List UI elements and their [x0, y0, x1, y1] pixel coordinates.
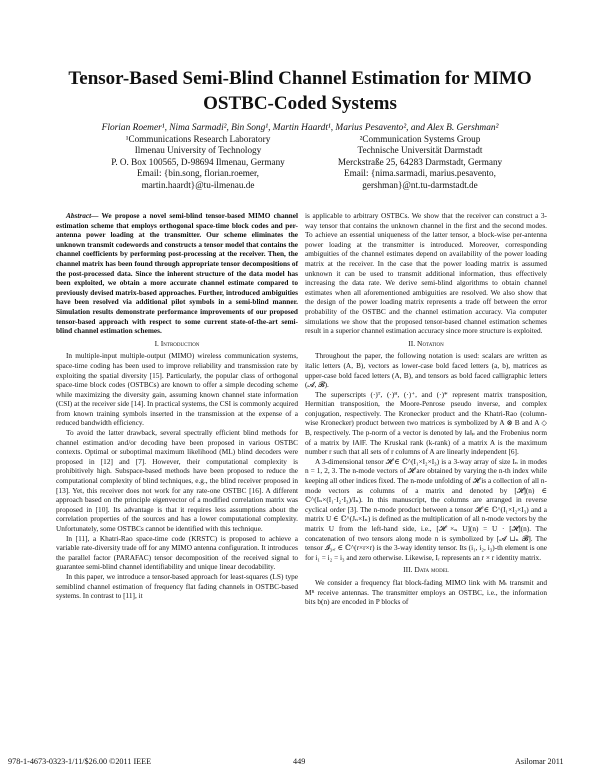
body-paragraph: In multiple-input multiple-output (MIMO) wireless communication systems, space-time coding has been used to improve reliability and transmission rate by exploiting the spatial diversity [15]. Particularly, the popular class of orthogonal space-time block codes (OSTBCs) are known to offer a simple decoding scheme while maximizing the diversity gain, assuming known channel state information (CSI) at the receiver side [14]. In practical systems, the CSI is commonly acquired from known training symbols inserted in the transmission at the expense of a reduced bandwidth efficiency.: [56, 351, 298, 428]
body-paragraph: The superscripts (·)ᵀ, (·)ᴴ, (·)⁺, and (·)* represent matrix transposition, Hermitian transposition, the Moore-Penrose pseudo inverse, and complex conjugation, respectively. The Kronecker product and the Khatri-Rao (column-wise Kronecker) product between two matrices is symbolized by A ⊗ B and A ◇ B, respectively. The p-norm of a vector is denoted by ‖a‖ₚ and the Frobenius norm of a matrix by ‖A‖F. The Kruskal rank (k-rank) of a matrix A is the maximum number r such that all sets of r columns of A are linearly independent [6].: [305, 389, 547, 457]
footer-copyright: 978-1-4673-0323-1/11/$26.00 ©2011 IEEE: [8, 757, 152, 766]
affiliation-line: gershman}@nt.tu-darmstadt.de: [362, 179, 478, 190]
body-paragraph: Throughout the paper, the following notation is used: scalars are written as italic letters (A, B), vectors as lower-case bold faced letters (a, b), matrices as upper-case bold faced letters (A, B), and tensors as bold faced calligraphic letters (𝓐, 𝓑).: [305, 351, 547, 390]
affiliation-line: P. O. Box 100565, D-98694 Ilmenau, Germany: [111, 156, 285, 167]
affiliation-line: Ilmenau University of Technology: [134, 145, 262, 156]
body-paragraph: We consider a frequency flat block-fading MIMO link with Mₜ transmit and Mᴿ receive antennas. The transmitter employs an OSTBC, i.e., the information bits b(n) are encoded in P blocks of: [305, 577, 547, 607]
footer-venue: Asilomar 2011: [515, 757, 564, 766]
body-paragraph: In [11], a Khatri-Rao space-time code (KRSTC) is proposed to achieve a variable rate-diversity trade off for any MIMO antenna configuration. It introduces the parallel factor (PARAFAC) tensor decomposition of the received signal to guarantee semi-blind channel identifiability and unique linear decodability.: [56, 533, 298, 572]
abstract: [56, 211, 298, 336]
abstract-lead: Abstract: [66, 211, 92, 220]
left-column: [56, 211, 298, 601]
paper-title: Tensor-Based Semi-Blind Channel Estimation for MIMO OSTBC-Coded Systems: [68, 68, 532, 114]
affiliation-line: Email: {bin.song, florian.roemer,: [137, 168, 259, 179]
affiliation-line: martin.haardt}@tu-ilmenau.de: [141, 179, 255, 190]
section-heading-introduction: I. Introduction: [154, 338, 200, 348]
body-paragraph: In this paper, we introduce a tensor-based approach for least-squares (LS) type semiblind channel estimation of frequency flat fading channels in OSTBC-based systems. In contrast to [11], it: [56, 571, 298, 601]
author-list: Florian Roemer¹, Nima Sarmadi², Bin Song¹, Martin Haardt¹, Marius Pesavento², and Alex B. Gershman²: [101, 123, 499, 133]
affiliation-line: Merckstraße 25, 64283 Darmstadt, Germany: [337, 156, 503, 167]
affiliation-line: ²Communication Systems Group: [359, 134, 481, 144]
page-number: 449: [293, 757, 306, 766]
section-heading-notation: II. Notation: [408, 338, 444, 348]
section-heading-data-model: III. Data model: [403, 565, 449, 575]
affiliation-line: Email: {nima.sarmadi, marius.pesavento,: [344, 168, 496, 179]
right-column: [305, 211, 547, 607]
body-paragraph: is applicable to arbitrary OSTBCs. We show that the receiver can construct a 3-way tensor that contains the unknown channel in the first and the second modes. To achieve an essential uniqueness of the latter tensor, a block-wise per-antenna power loading at the transmitter is introduced. Moreover, corresponding ambiguities of the channel estimates depend on availability of the power loading matrix at the receiver. In the case that the power loading matrix is assumed unknown it can be used to transmit additional information, thus effectively increasing the data rate. We derive semi-blind algorithms to obtain channel estimates when all aforementioned ambiguities are resolved. We also show that the design of the power loading matrix represents a trade off between the error probability of the OSTBC and the channel estimation accuracy. Via computer simulations we show that the proposed tensor-based channel estimation schemes result in a superior channel estimation accuracy since more structure is exploited.: [305, 211, 547, 336]
affiliation-line: Technische Universität Darmstadt: [357, 145, 483, 156]
affiliation-line: ¹Communications Research Laboratory: [125, 134, 271, 144]
affiliation-left: [88, 134, 308, 191]
body-paragraph: To avoid the latter drawback, several spectrally efficient blind methods for channel estimation and/or decoding have been proposed in various OSTBC contexts. Optimal or suboptimal maximum likelihood (ML) blind decoders were proposed in [12] and [7]. However, their computational complexity is prohibitively high. Subspace-based methods have been proposed to reduce the computational complexity of blind techniques, e.g., the blind receiver proposed in [13]. Yet, this receiver does not work for any rate-one OSTBC [16]. A different approach based on the principle eigenvector of a modified correlation matrix was proposed in [10]. Its advantage is that it requires less assumptions about the correlation properties of the sources and has a lower computational complexity. Unfortunately, some OSTBCs cannot be identified with this technique.: [56, 428, 298, 533]
body-paragraph: A 3-dimensional tensor 𝓗 ∈ ℂ^(I₁×I₂×I₃) is a 3-way array of size Iₙ in modes n = 1, 2, 3. The n-mode vectors of 𝓗 are obtained by varying the n-th index while keeping all other indices fixed. The n-mode unfolding of 𝓗 is a collection of all n-mode vectors as columns of a matrix and denoted by [𝓗](n) ∈ ℂ^(Iₙ×(I₁·I₂·I₃)/Iₙ). In this manuscript, the columns are arranged in reverse cyclical order [3]. The n-mode product between a tensor 𝓗 ∈ ℂ^(I₁×I₂×I₃) and a matrix U ∈ ℂ^(Jₙ×Iₙ) is defined as the multiplication of all n-mode vectors by the matrix U from the left-hand side, i.e., [𝓗 ×ₙ U](n) = U · [𝓗](n). The concatenation of two tensors along mode n is symbolized by [𝓐 ⊔ₙ 𝓑]. The tensor 𝓘₃,ᵣ ∈ ℂ^(r×r×r) is the 3-way identity tensor. Its (i₁, i₂, i₃)-th element is one for i₁ = i₂ = i₃ and zero otherwise. Likewise, Iᵣ represents an r × r identity matrix.: [305, 456, 547, 562]
abstract-text: — We propose a novel semi-blind tensor-based MIMO channel estimation scheme that employs orthogonal space-time block codes and per-antenna power loading at the transmitter. Our scheme eliminates the unknown transmit codewords and constructs a tensor model that contains the channel coefficients by performing post-processing at the receiver. Then, the channel matrix has been found through appropriate tensor decompositions of the post-processed data. Since the inherent structure of the data model has been exploited, we obtain a more accurate channel estimate compared to previously devised matrix-based approaches. Further, introduced ambiguities have been resolved via additional pilot symbols in a semi-blind manner. Simulation results demonstrate performance improvements of our proposed tensor-based approach with respect to some current state-of-the-art semi-blind channel estimation schemes.: [56, 211, 298, 336]
affiliation-right: [310, 134, 530, 191]
